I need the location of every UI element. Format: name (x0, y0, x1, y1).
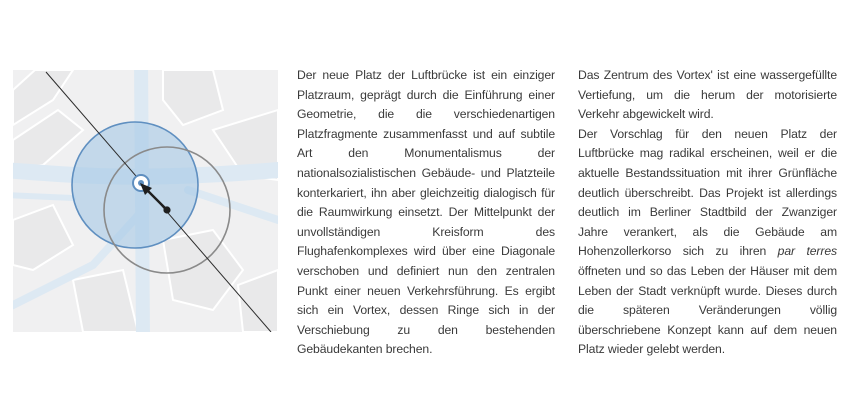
text-column-left (297, 66, 555, 360)
site-plan-diagram (13, 70, 278, 332)
paragraph-left: Der neue Platz der Luftbrücke ist ein einziger Platzraum, geprägt durch die Einführung einer Geometrie, die die verschiedenartigen Platzfragmente zusammenfasst und auf subtile Art den Monumentalismus der nationalsozialistischen Gebäude- und Platzteile konterkariert, ihn aber gleichzeitig dialogisch für die Raumwirkung einsetzt. Der Mittelpunkt der unvollständigen Kreisform des Flughafenkomplexes wird über eine Diagonale verschoben und definiert nun den zentralen Punkt einer neuen Verkehrsführung. Es ergibt sich ein Vortex, dessen Ringe sich in der Verschiebung zu den bestehenden Gebäudekanten brechen. (297, 68, 555, 357)
paragraph-right-2-part-b: öffneten und so das Leben der Häuser mit dem Leben der Stadt verknüpft wurde. Dieses durch die späteren Veränderungen völlig überschriebene Konzept kann auf dem neuen Platz wieder gelebt werden. (578, 263, 837, 357)
paragraph-right-2-part-a: Der Vorschlag für den neuen Platz der Luftbrücke mag radikal erscheinen, weil er die aktuelle Bestandssituation mit ihrer Grünfläche deutlich überschreibt. Das Projekt ist allerdings deutlich im Berliner Stadtbild der Zwanziger Jahre verankert, als die Gebäude am Hohenzollerkorso sich zu ihren (578, 126, 837, 259)
par-terres-italic: par terres (777, 244, 837, 259)
shift-origin-dot (163, 206, 170, 213)
paragraph-right-1: Das Zentrum des Vortex' ist eine wassergefüllte Vertiefung, um die herum der motorisierte Verkehr abgewickelt wird. (578, 68, 837, 122)
site-plan-svg (13, 70, 278, 332)
paragraph-right-2 (578, 125, 837, 360)
text-column-right (578, 66, 837, 360)
